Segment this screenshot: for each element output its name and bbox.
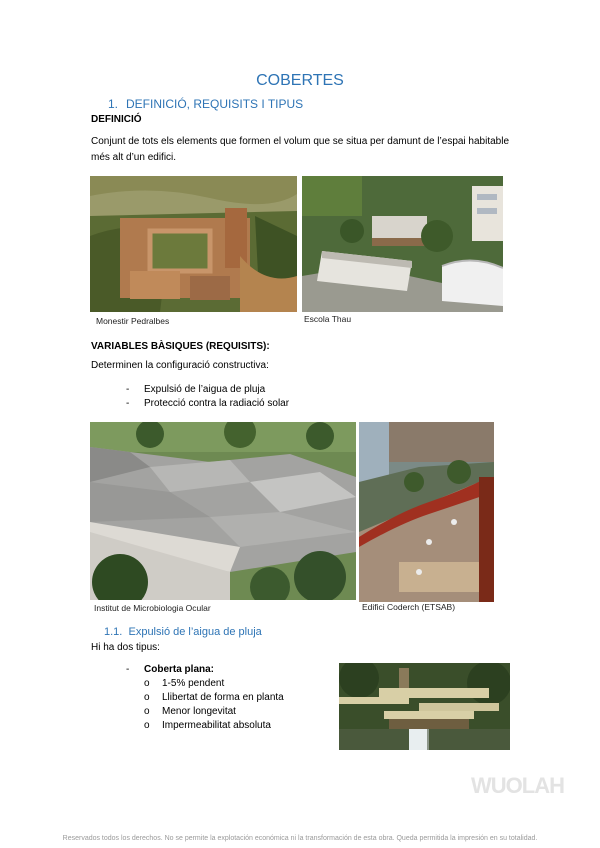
coberta-plana-item-3: Menor longevitat: [162, 706, 236, 717]
variables-item-1: Expulsió de l’aigua de pluja: [144, 384, 266, 395]
definicio-line-2: més alt d’un edifici.: [91, 152, 177, 163]
edifici-coderch-caption: Edifici Coderch (ETSAB): [362, 602, 456, 612]
list-item: -: [126, 384, 130, 395]
list-item: -: [126, 664, 130, 675]
definicio-text: [91, 134, 531, 166]
escola-thau-caption: Escola Thau: [304, 314, 352, 324]
list-item: o: [144, 720, 150, 731]
monestir-pedralbes-caption: Monestir Pedralbes: [96, 316, 170, 326]
coberta-plana-item-4: Impermeabilitat absoluta: [162, 720, 271, 731]
coberta-plana-photo: [339, 663, 510, 750]
list-item: o: [144, 692, 150, 703]
subsection-number: 1.1.: [104, 626, 123, 638]
variables-item-2: Protecció contra la radiació solar: [144, 398, 290, 409]
subsection-intro: Hi ha dos tipus:: [91, 642, 160, 653]
definicio-heading: DEFINICIÓ: [91, 114, 142, 125]
definicio-line-1: Conjunt de tots els elements que formen el volum que se situa per damunt de l’espai habitable: [91, 136, 510, 147]
section-heading-1: [108, 97, 303, 111]
list-item: o: [144, 678, 150, 689]
wuolah-watermark: WUOLAH: [471, 773, 564, 798]
variables-heading: VARIABLES BÀSIQUES (REQUISITS):: [91, 341, 270, 352]
institut-microbiologia-photo: [90, 422, 356, 600]
list-item: -: [126, 398, 130, 409]
subsection-title: Expulsió de l’aigua de pluja: [128, 626, 262, 638]
list-item: o: [144, 706, 150, 717]
variables-intro: Determinen la configuració constructiva:: [91, 360, 269, 371]
footer-copyright: Reservados todos los derechos. No se permite la explotación económica ni la transformación de esta obra. Queda permitida la impresión en su totalidad.: [62, 835, 538, 842]
edifici-coderch-photo: [359, 422, 494, 602]
coberta-plana-item-2: Llibertat de forma en planta: [162, 692, 284, 703]
coberta-plana-label: Coberta plana:: [144, 664, 215, 675]
coberta-plana-item-1: 1-5% pendent: [162, 678, 225, 689]
institut-microbiologia-caption: Institut de Microbiologia Ocular: [94, 603, 211, 613]
section-title: DEFINICIÓ, REQUISITS I TIPUS: [126, 97, 304, 111]
monestir-pedralbes-photo: [90, 176, 297, 312]
section-heading-1-1: [104, 626, 262, 638]
escola-thau-photo: [302, 176, 503, 312]
section-number: 1.: [108, 97, 119, 111]
document-title: COBERTES: [256, 72, 344, 89]
